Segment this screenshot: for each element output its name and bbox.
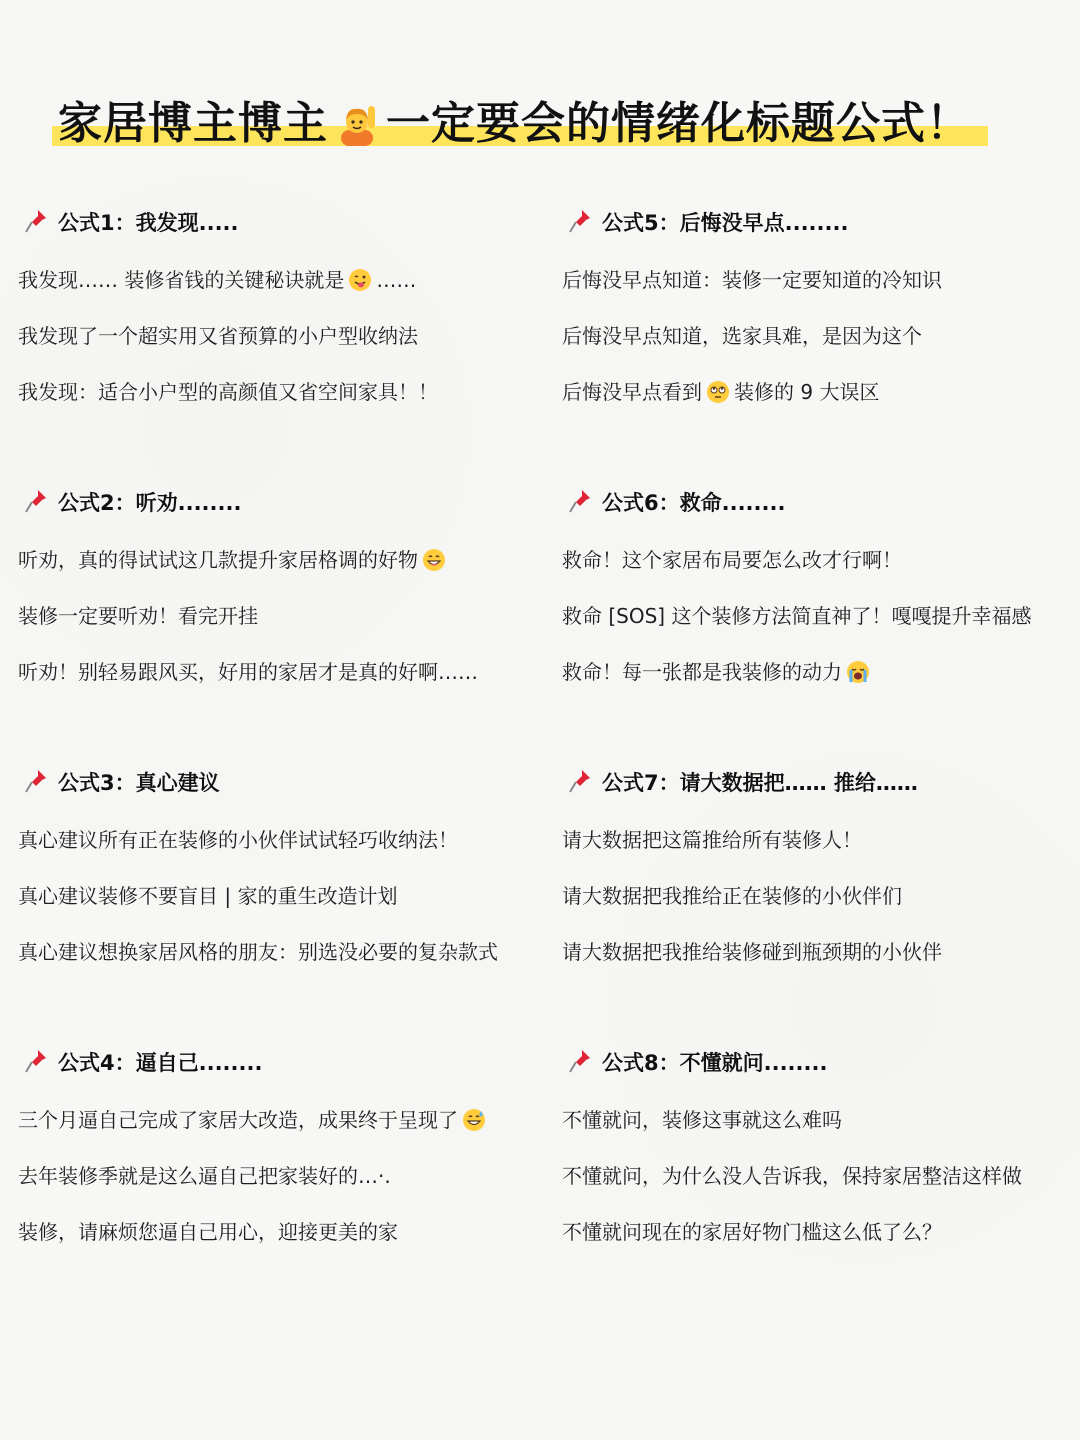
list-item: 听劝！别轻易跟风买，好用的家居才是真的好啊…… bbox=[18, 660, 478, 684]
section-title: 公式2：听劝........ bbox=[58, 491, 242, 515]
formula-section-1 bbox=[18, 206, 538, 406]
list-item: 后悔没早点知道，选家具难，是因为这个 bbox=[562, 324, 922, 348]
list-item: 救命！这个家居布局要怎么改才行啊！ bbox=[562, 548, 902, 572]
crying-face-icon bbox=[846, 660, 870, 684]
list-item: 不懂就问，为什么没人告诉我，保持家居整洁这样做 bbox=[562, 1164, 1022, 1188]
pushpin-icon bbox=[24, 1048, 48, 1076]
tongue-face-icon bbox=[348, 268, 372, 292]
formula-section-2 bbox=[18, 486, 538, 686]
pushpin-icon bbox=[568, 488, 592, 516]
formula-section-3 bbox=[18, 766, 538, 966]
list-item: 请大数据把我推给正在装修的小伙伴们 bbox=[562, 884, 902, 908]
list-item: 后悔没早点看到 装修的 9 大误区 bbox=[562, 380, 880, 404]
list-item: 后悔没早点知道：装修一定要知道的冷知识 bbox=[562, 268, 942, 292]
page-title bbox=[52, 96, 992, 156]
pushpin-icon bbox=[568, 1048, 592, 1076]
list-item: 救命！每一张都是我装修的动力 bbox=[562, 658, 1080, 686]
section-title: 公式4：逼自己........ bbox=[58, 1051, 263, 1075]
formula-section-6 bbox=[562, 486, 1080, 686]
raising-hand-icon bbox=[334, 101, 380, 147]
list-item: 真心建议所有正在装修的小伙伴试试轻巧收纳法！ bbox=[18, 828, 458, 852]
formula-section-7 bbox=[562, 766, 1080, 966]
title-left: 家居博主博主 bbox=[58, 98, 328, 149]
list-item: 我发现：适合小户型的高颜值又省空间家具！！ bbox=[18, 380, 438, 404]
pushpin-icon bbox=[568, 208, 592, 236]
grin-face-icon bbox=[422, 548, 446, 572]
list-item: 真心建议想换家居风格的朋友：别选没必要的复杂款式 bbox=[18, 940, 498, 964]
list-item: 装修，请麻烦您逼自己用心，迎接更美的家 bbox=[18, 1220, 398, 1244]
list-item: 三个月逼自己完成了家居大改造，成果终于呈现了 bbox=[18, 1106, 538, 1134]
section-title: 公式5：后悔没早点........ bbox=[602, 211, 849, 235]
pushpin-icon bbox=[24, 208, 48, 236]
list-item: 装修一定要听劝！看完开挂 bbox=[18, 604, 258, 628]
list-item: 不懂就问，装修这事就这么难吗 bbox=[562, 1108, 842, 1132]
pushpin-icon bbox=[24, 768, 48, 796]
list-item: 请大数据把我推给装修碰到瓶颈期的小伙伴 bbox=[562, 940, 942, 964]
eye-roll-icon bbox=[706, 380, 730, 404]
formula-section-8 bbox=[562, 1046, 1080, 1246]
pushpin-icon bbox=[568, 768, 592, 796]
list-item: 救命 [SOS] 这个装修方法简直神了！嘎嘎提升幸福感 bbox=[562, 604, 1032, 628]
section-title: 公式8：不懂就问........ bbox=[602, 1051, 828, 1075]
list-item: 不懂就问现在的家居好物门槛这么低了么？ bbox=[562, 1220, 942, 1244]
sweat-smile-icon bbox=[462, 1108, 486, 1132]
formula-section-5 bbox=[562, 206, 1080, 406]
list-item: 去年装修季就是这么逼自己把家装好的…·. bbox=[18, 1164, 391, 1188]
list-item: 请大数据把这篇推给所有装修人！ bbox=[562, 828, 862, 852]
list-item: 我发现…… 装修省钱的关键秘诀就是 …… bbox=[18, 268, 417, 292]
list-item: 真心建议装修不要盲目 | 家的重生改造计划 bbox=[18, 884, 398, 908]
formula-section-4 bbox=[18, 1046, 538, 1246]
pushpin-icon bbox=[24, 488, 48, 516]
section-title: 公式6：救命........ bbox=[602, 491, 786, 515]
title-right: 一定要会的情绪化标题公式！ bbox=[386, 98, 971, 149]
list-item: 我发现了一个超实用又省预算的小户型收纳法 bbox=[18, 324, 418, 348]
section-title: 公式1：我发现..... bbox=[58, 211, 239, 235]
list-item: 听劝，真的得试试这几款提升家居格调的好物 bbox=[18, 546, 538, 574]
section-title: 公式3：真心建议 bbox=[58, 771, 220, 795]
section-title: 公式7：请大数据把…… 推给…… bbox=[602, 771, 918, 795]
